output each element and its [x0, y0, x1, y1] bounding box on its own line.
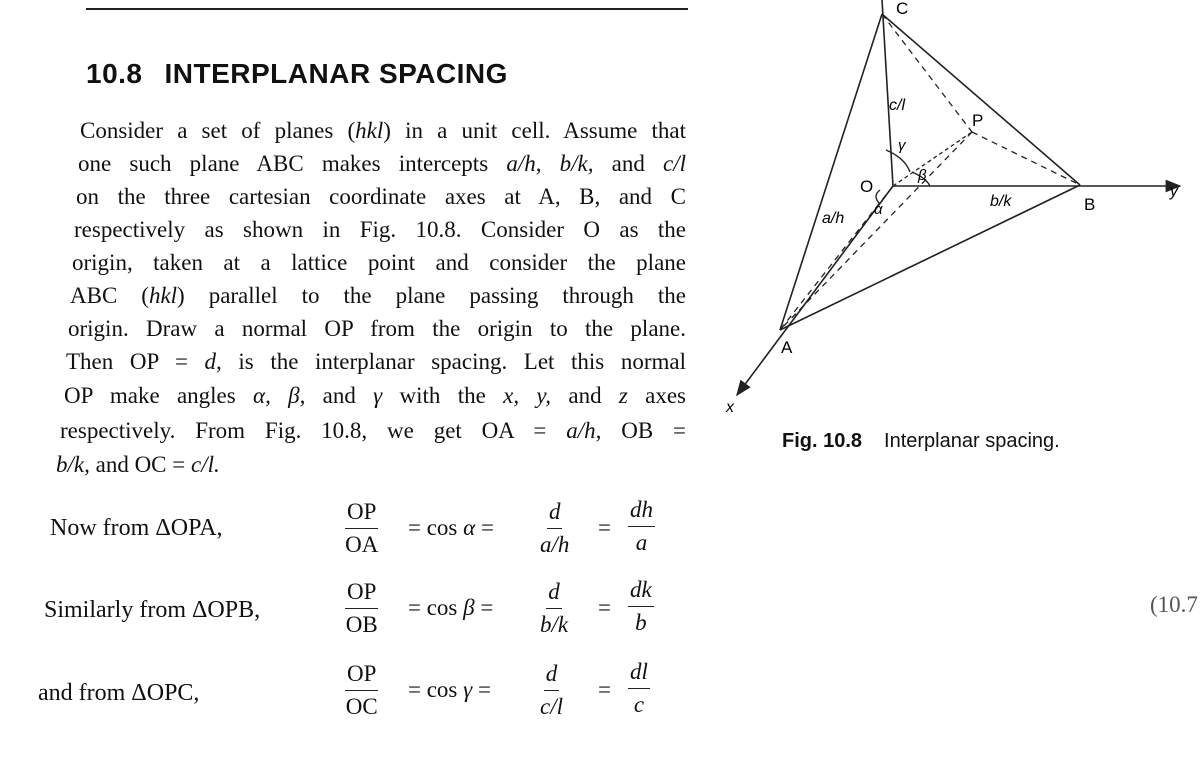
- paragraph-line: origin, taken at a lattice point and consider the plane: [72, 250, 686, 275]
- edge-ab: [780, 185, 1080, 330]
- top-rule: [86, 8, 688, 10]
- caption-text: Interplanar spacing.: [884, 430, 1060, 452]
- equals-sign: =: [598, 677, 611, 702]
- fraction-dh-a: $\frac{dh}{a}$: [630, 497, 653, 555]
- paragraph-line: on the three cartesian coordinate axes at A, B, and C: [76, 184, 686, 209]
- label-C: C: [896, 0, 909, 18]
- label-bk: b/k: [990, 193, 1012, 210]
- section-number: 10.8: [86, 58, 143, 89]
- label-A: A: [781, 338, 793, 357]
- equation-label: and from ΔOPC,: [38, 680, 200, 706]
- cos-alpha: = cos α =: [408, 515, 494, 540]
- fraction-d-bk: $\frac{d}{b/k}$: [540, 579, 569, 637]
- figure-interplanar-spacing: [720, 0, 1200, 420]
- label-beta: β: [918, 167, 927, 184]
- paragraph-line: origin. Draw a normal OP from the origin to the plane.: [68, 316, 686, 341]
- paragraph-line: b/k, and OC = c/l.: [56, 452, 220, 477]
- dashed-cp: [882, 14, 972, 132]
- label-cl: c/l: [889, 97, 905, 114]
- label-ah: a/h: [822, 210, 845, 227]
- section-heading: [86, 58, 508, 90]
- paragraph-line: one such plane ABC makes intercepts a/h, b/k, and c/l: [78, 151, 686, 176]
- cos-beta: = cos β =: [408, 595, 494, 620]
- paragraph-line: respectively. From Fig. 10.8, we get OA = a/h, OB =: [60, 418, 687, 443]
- equals-sign: =: [598, 595, 611, 620]
- fraction-op-oc: $\frac{OP}{OC}$: [345, 661, 378, 719]
- x-axis: [737, 186, 893, 395]
- equals-sign: =: [598, 515, 611, 540]
- z-axis: [882, 0, 893, 186]
- fraction-dl-c: $\frac{dl}{c}$: [630, 659, 648, 717]
- paragraph-line: ABC (hkl) parallel to the plane passing through the: [70, 283, 686, 308]
- equation-label: Similarly from ΔOPB,: [44, 597, 261, 623]
- dashed-pb: [972, 132, 1080, 185]
- paragraph-line: Then OP = d, is the interplanar spacing. Let this normal: [66, 349, 686, 374]
- caption-label: Fig. 10.8: [782, 430, 863, 452]
- equation-label: Now from ΔOPA,: [50, 515, 223, 541]
- label-O: O: [860, 177, 874, 196]
- label-P: P: [972, 111, 984, 130]
- fraction-op-ob: $\frac{OP}{OB}$: [345, 579, 378, 637]
- figure-caption: [782, 430, 1060, 453]
- label-gamma: γ: [898, 137, 906, 154]
- paragraph-line: OP make angles α, β, and γ with the x, y, and z axes: [64, 383, 686, 408]
- equation-number: (10.7: [1150, 592, 1198, 617]
- section-title: INTERPLANAR SPACING: [164, 58, 508, 89]
- label-y: y: [1170, 183, 1178, 200]
- fraction-op-oa: $\frac{OP}{OA}$: [345, 499, 379, 557]
- paragraph-line: respectively as shown in Fig. 10.8. Consider O as the: [74, 217, 686, 242]
- label-B: B: [1084, 195, 1096, 214]
- cos-gamma: = cos γ =: [408, 677, 491, 702]
- dashed-pa: [780, 132, 972, 330]
- label-alpha: α: [874, 201, 883, 218]
- edge-ca: [780, 14, 882, 330]
- edge-cb: [882, 14, 1080, 185]
- fraction-dk-b: $\frac{dk}{b}$: [630, 577, 652, 635]
- fraction-d-ah: $\frac{d}{a/h}$: [540, 499, 570, 557]
- fraction-d-cl: $\frac{d}{c/l}$: [540, 661, 563, 719]
- label-x: x: [726, 399, 734, 416]
- paragraph-line: Consider a set of planes (hkl) in a unit cell. Assume that: [80, 118, 686, 143]
